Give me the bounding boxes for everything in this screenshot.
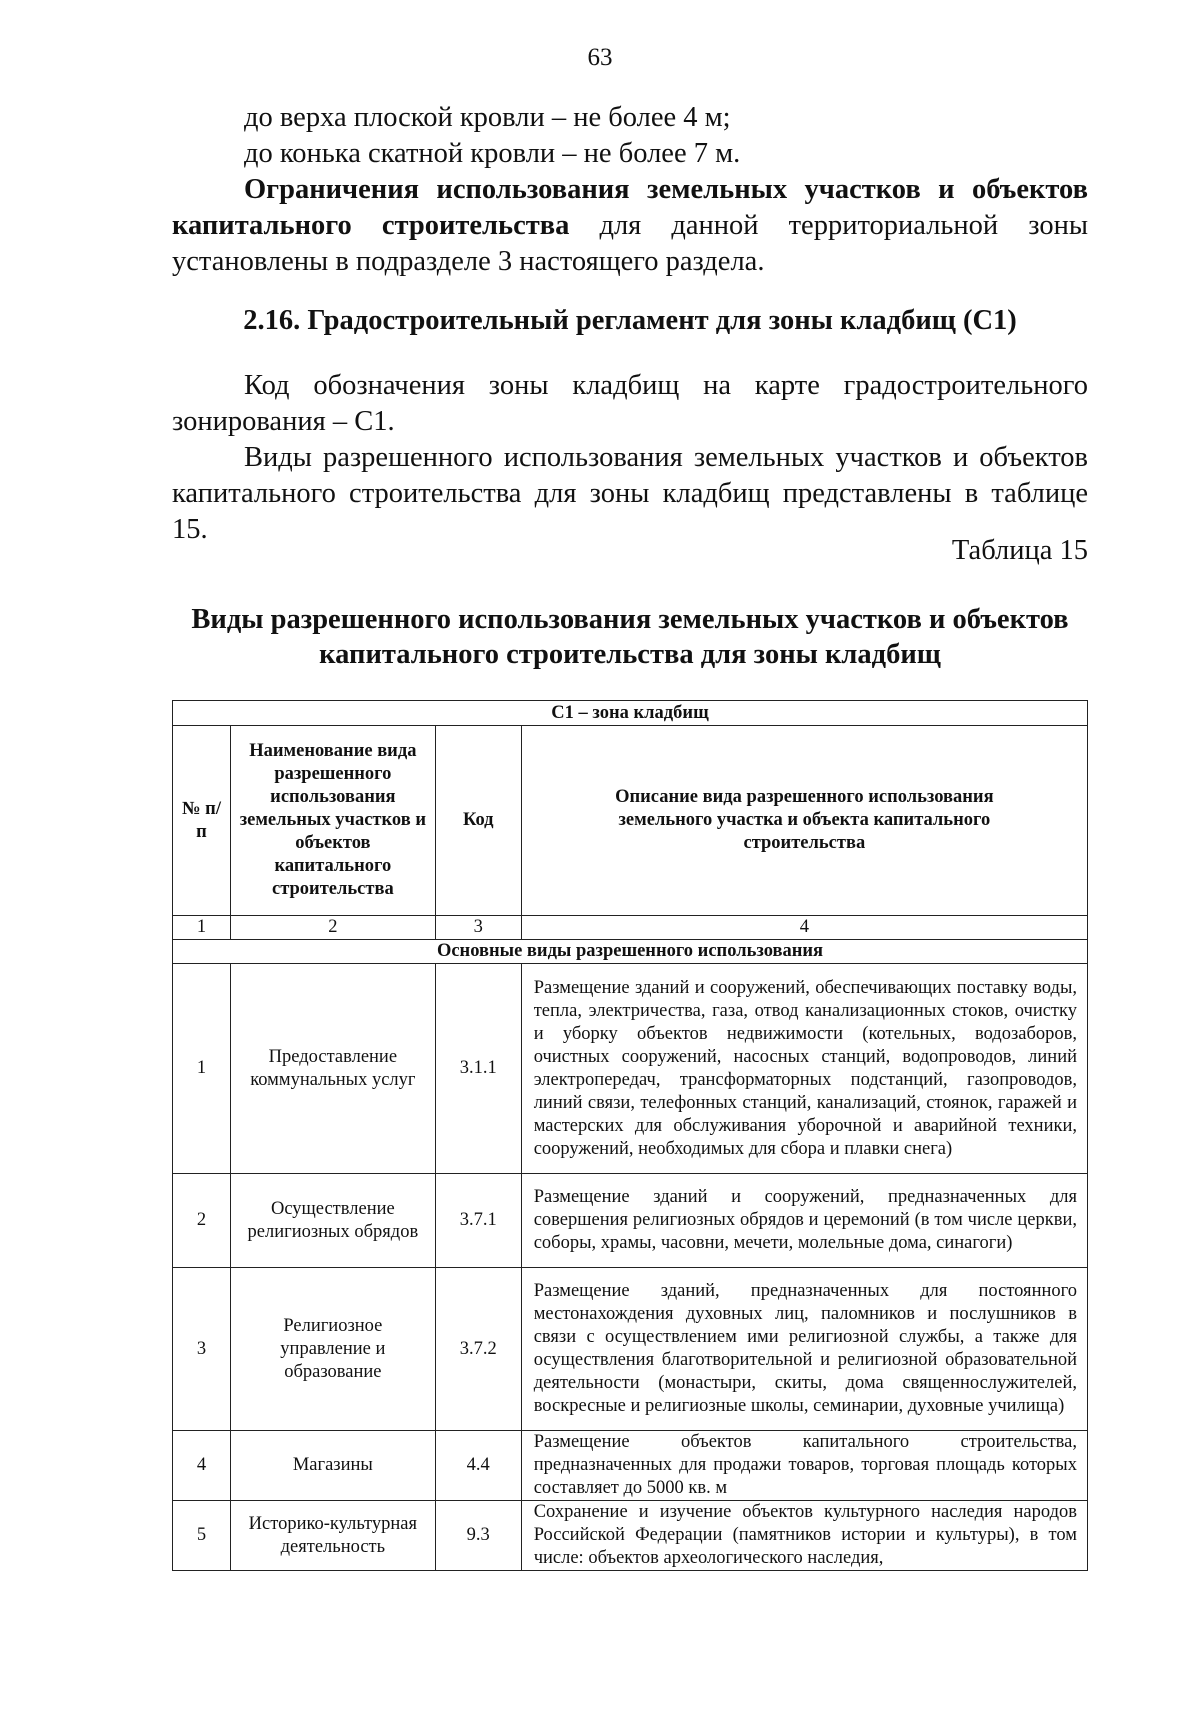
intro-text (172, 100, 1088, 280)
row-name: Религиозное управление и образование (230, 1268, 435, 1431)
section-row-label: Основные виды разрешенного использования (173, 940, 1088, 964)
section-heading: 2.16. Градостроительный регламент для зоны кладбищ (С1) (243, 305, 1017, 336)
section-row (173, 940, 1088, 964)
paragraph-1-line-1: Код обозначения зоны кладбищ на карте градостроительного (244, 370, 1088, 401)
row-num: 1 (173, 964, 231, 1174)
row-num: 5 (173, 1501, 231, 1571)
regulation-table (172, 700, 1088, 1571)
row-desc: Размещение объектов капитального строительства, предназначенных для продажи товаров, торговая площадь которых составляет до 5000 кв. м (521, 1431, 1087, 1501)
table-row (173, 1174, 1088, 1268)
row-code: 3.7.1 (435, 1174, 521, 1268)
restrictions-bold-1: Ограничения использования земельных участков и объектов (244, 174, 1088, 205)
row-code: 3.1.1 (435, 964, 521, 1174)
paragraph-2-line-1: Виды разрешенного использования земельных участков и объектов (244, 442, 1088, 473)
header-name: Наименование вида разрешенного использования земельных участков и объектов капитального строительства (230, 726, 435, 916)
row-desc: Размещение зданий и сооружений, предназначенных для совершения религиозных обрядов и церемоний (в том числе церкви, соборы, храмы, часовни, мечети, молельные дома, синагоги) (521, 1174, 1087, 1268)
table-zone-row (173, 701, 1088, 726)
row-code: 4.4 (435, 1431, 521, 1501)
zone-header: С1 – зона кладбищ (173, 701, 1088, 726)
table-row (173, 964, 1088, 1174)
table-title-line-2: капитального строительства для зоны кладбищ (319, 639, 941, 670)
table-row (173, 1501, 1088, 1571)
column-number: 4 (521, 916, 1087, 940)
restrictions-line-1 (172, 172, 1088, 208)
row-desc: Сохранение и изучение объектов культурного наследия народов Российской Федерации (памятников истории и культуры), в том числе: объектов археологического наследия, (521, 1501, 1087, 1571)
row-name: Историко-культурная деятельность (230, 1501, 435, 1571)
table-row (173, 1431, 1088, 1501)
table-title-line-1: Виды разрешенного использования земельных участков и объектов (191, 604, 1069, 635)
column-numbers-row (173, 916, 1088, 940)
column-number: 2 (230, 916, 435, 940)
paragraphs (172, 368, 1088, 548)
row-code: 9.3 (435, 1501, 521, 1571)
header-code: Код (435, 726, 521, 916)
table-row (173, 1268, 1088, 1431)
header-desc: Описание вида разрешенного использования земельного участка и объекта капитального строительства (521, 726, 1087, 916)
intro-line: до верха плоской кровли – не более 4 м; (244, 102, 731, 133)
row-desc: Размещение зданий, предназначенных для постоянного местонахождения духовных лиц, паломников и послушников в связи с осуществлением ими религиозной службы, а также для осуществления благотворительной и религиозной образовательной деятельности (монастыри, скиты, дома священнослужителей, воскресные и религиозные школы, семинарии, духовные училища) (521, 1268, 1087, 1431)
row-num: 3 (173, 1268, 231, 1431)
restrictions-line-2 (172, 208, 1088, 244)
paragraph-1-line-2: зонирования – С1. (172, 406, 395, 437)
restrictions-bold-2: капитального строительства (172, 210, 570, 241)
header-num: № п/п (173, 726, 231, 916)
column-number: 3 (435, 916, 521, 940)
row-name: Предоставление коммунальных услуг (230, 964, 435, 1174)
column-number: 1 (173, 916, 231, 940)
table-label: Таблица 15 (951, 535, 1088, 566)
row-num: 4 (173, 1431, 231, 1501)
paragraph-2-line-2: капитального строительства для зоны кладбищ представлены в таблице 15. (172, 478, 1088, 545)
table-header-row (173, 726, 1088, 916)
table-title (172, 602, 1088, 672)
intro-line: до конька скатной кровли – не более 7 м. (244, 138, 741, 169)
restrictions-line-3: установлены в подразделе 3 настоящего раздела. (172, 246, 765, 277)
row-name: Осуществление религиозных обрядов (230, 1174, 435, 1268)
row-name: Магазины (230, 1431, 435, 1501)
row-num: 2 (173, 1174, 231, 1268)
row-desc: Размещение зданий и сооружений, обеспечивающих поставку воды, тепла, электричества, газа, отвод канализационных стоков, очистку и уборку объектов недвижимости (котельных, водозаборов, очистных сооружений, насосных станций, водопроводов, линий электропередач, трансформаторных подстанций, газопроводов, линий связи, телефонных станций, канализаций, стоянок, гаражей и мастерских для обслуживания уборочной и аварийной техники, сооружений, необходимых для сбора и плавки снега) (521, 964, 1087, 1174)
restrictions-rest: для данной территориальной зоны (569, 210, 1088, 241)
row-code: 3.7.2 (435, 1268, 521, 1431)
page-number: 63 (587, 44, 613, 71)
